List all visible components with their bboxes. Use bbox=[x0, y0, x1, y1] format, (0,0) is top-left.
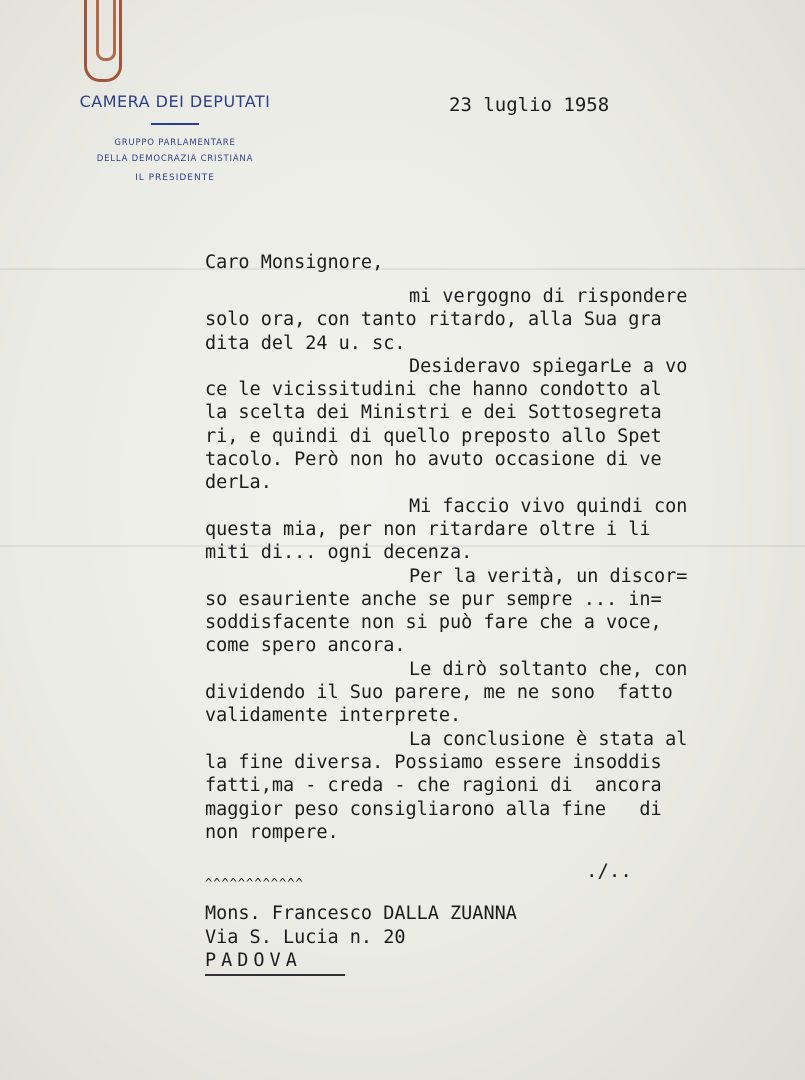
letterhead-group-line2: DELLA DEMOCRAZIA CRISTIANA bbox=[96, 154, 254, 164]
body-line: non rompere. bbox=[205, 821, 339, 843]
body-line: soddisfacente non si può fare che a voce, bbox=[205, 612, 662, 634]
body-line: Le dirò soltanto che, con bbox=[409, 658, 688, 680]
body-line: validamente interprete. bbox=[205, 705, 462, 727]
body-line: tacolo. Però non ho avuto occasione di ve bbox=[205, 449, 662, 471]
separator-line: ^^^^^^^^^^^^ bbox=[205, 876, 304, 890]
body-line: la scelta dei Ministri e dei Sottosegreta bbox=[205, 402, 662, 424]
letterhead-title: CAMERA DEI DEPUTATI bbox=[79, 92, 271, 111]
letterhead-role: IL PRESIDENTE bbox=[135, 173, 215, 183]
address-city: PADOVA bbox=[205, 950, 302, 971]
letter-date: 23 luglio 1958 bbox=[449, 94, 610, 116]
letter-body bbox=[205, 285, 687, 844]
continuation-mark: ./.. bbox=[586, 860, 632, 882]
body-line: questa mia, per non ritardare oltre i li bbox=[205, 518, 651, 540]
body-line: fatti,ma - creda - che ragioni di ancora bbox=[205, 775, 662, 797]
address-line-name: Mons. Francesco DALLA ZUANNA bbox=[205, 903, 517, 924]
body-line: ce le vicissitudini che hanno condotto al bbox=[205, 379, 662, 401]
body-line: dita del 24 u. sc. bbox=[205, 332, 406, 354]
body-line: derLa. bbox=[205, 472, 272, 494]
address-line-street: Via S. Lucia n. 20 bbox=[205, 926, 406, 948]
body-line: la fine diversa. Possiamo essere insoddis bbox=[205, 751, 662, 773]
body-line: maggior peso consigliarono alla fine di bbox=[205, 798, 662, 820]
body-line: miti di... ogni decenza. bbox=[205, 542, 473, 564]
paperclip-icon bbox=[84, 0, 122, 82]
body-line: Desideravo spiegarLe a vo bbox=[409, 355, 688, 377]
body-line: Mi faccio vivo quindi con bbox=[409, 495, 688, 517]
body-line: mi vergogno di rispondere bbox=[409, 286, 688, 307]
body-line: Per la verità, un discor= bbox=[409, 565, 688, 587]
letterhead bbox=[40, 92, 310, 183]
body-line: so esauriente anche se pur sempre ... in= bbox=[205, 588, 662, 610]
body-line: come spero ancora. bbox=[205, 635, 406, 657]
body-line: ri, e quindi di quello preposto allo Spet bbox=[205, 425, 662, 447]
body-line: dividendo il Suo parere, me ne sono fatto bbox=[205, 682, 673, 704]
recipient-address bbox=[205, 902, 517, 976]
body-line: La conclusione è stata al bbox=[409, 728, 688, 750]
salutation: Caro Monsignore, bbox=[205, 252, 384, 273]
letterhead-divider bbox=[151, 123, 199, 125]
city-underline bbox=[205, 974, 345, 976]
paper-fold bbox=[0, 268, 805, 270]
letterhead-group-line1: GRUPPO PARLAMENTARE bbox=[114, 138, 236, 148]
body-line: solo ora, con tanto ritardo, alla Sua gra bbox=[205, 309, 662, 331]
